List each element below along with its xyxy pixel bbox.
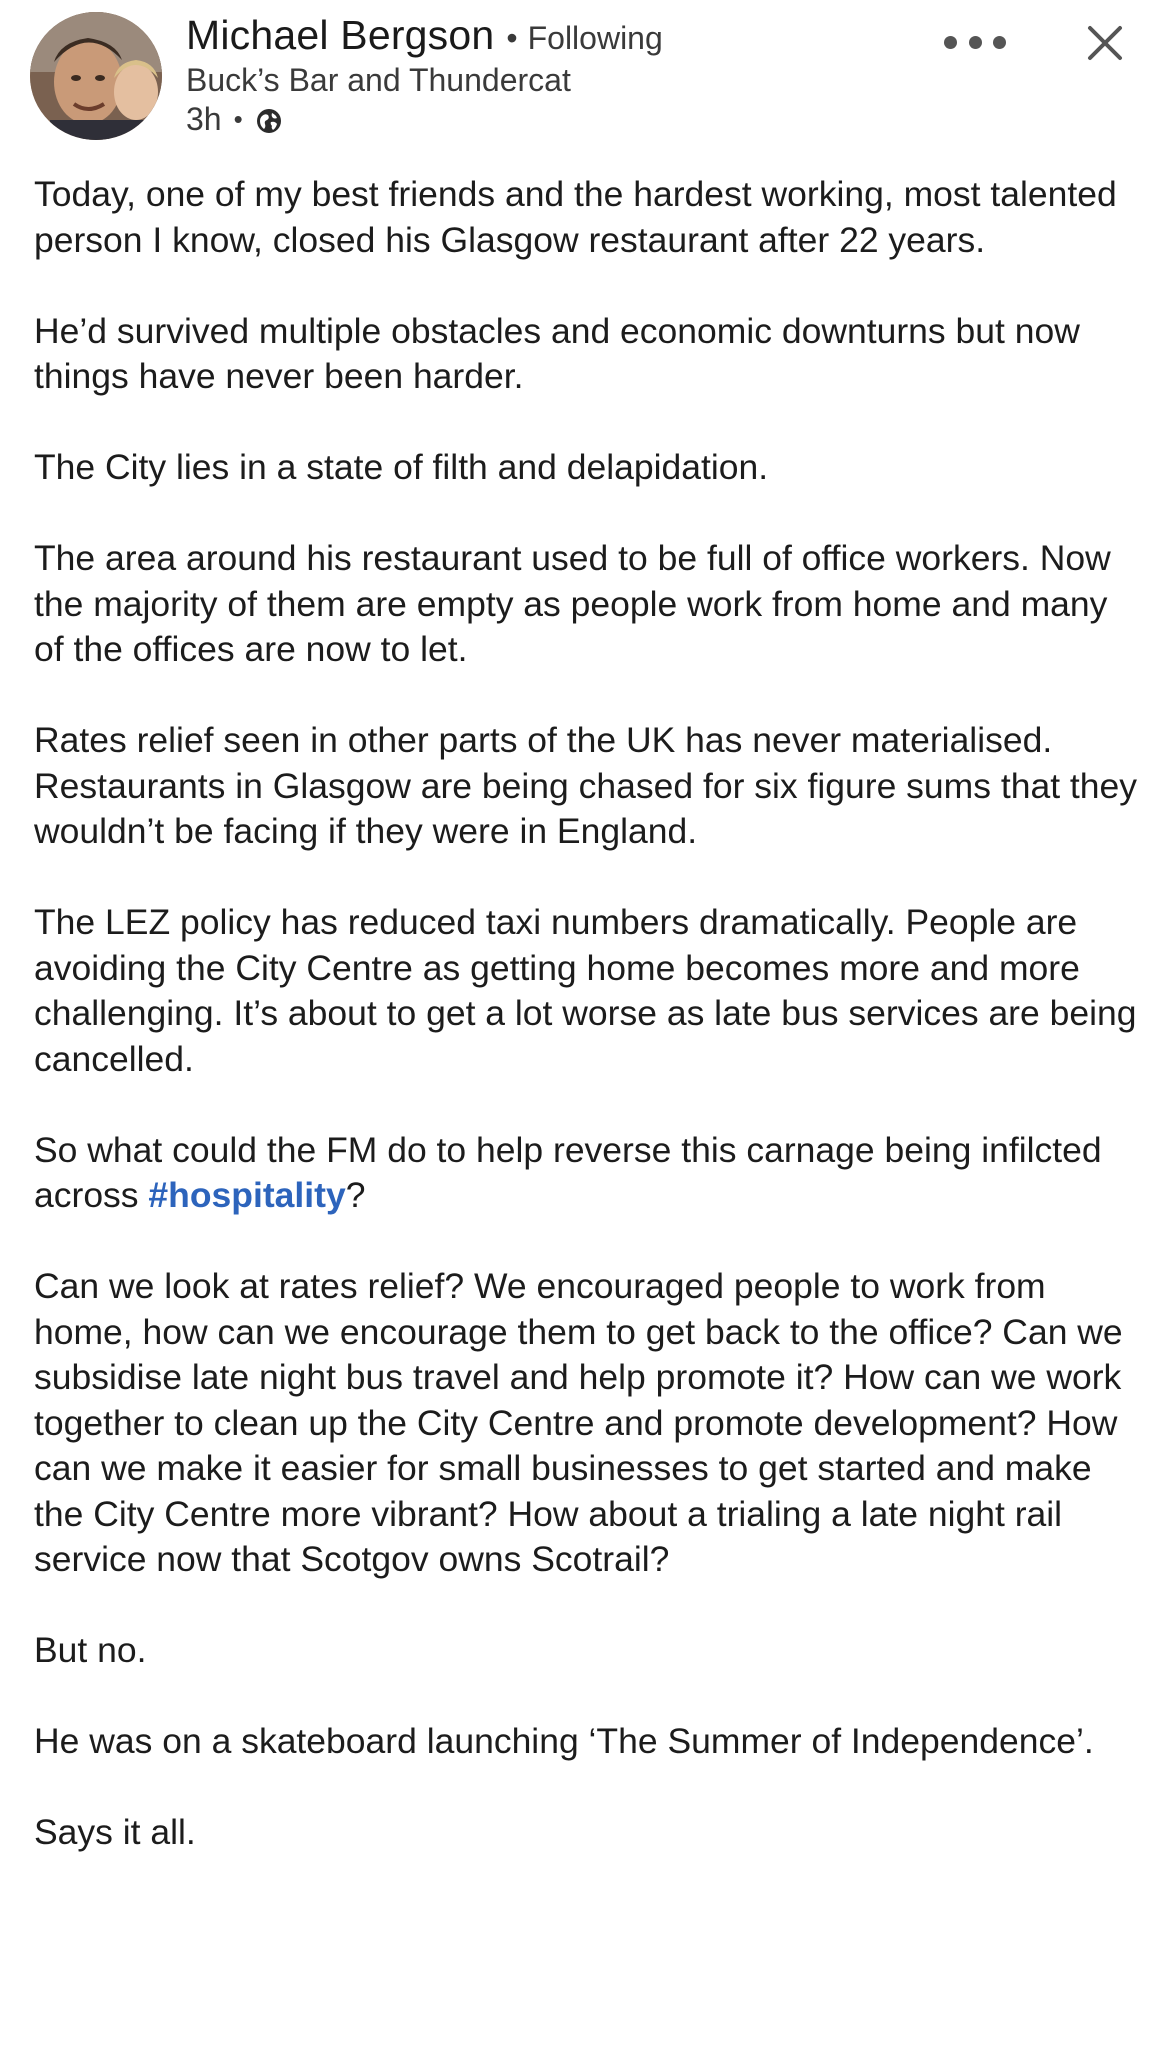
time-separator: •: [233, 104, 243, 134]
more-dot: [993, 36, 1006, 49]
author-name-row: [186, 12, 663, 59]
post-paragraph: Says it all.: [34, 1812, 196, 1852]
post-header: [0, 0, 1168, 150]
author-name[interactable]: Michael Bergson: [186, 12, 495, 58]
post-paragraph: He’d survived multiple obstacles and economic downturns but now things have never been harder.: [34, 310, 1080, 396]
author-headline: Buck’s Bar and Thundercat: [186, 62, 571, 98]
post-paragraph: The LEZ policy has reduced taxi numbers dramatically. People are avoiding the City Centre as getting home becomes more and more challenging. It’s about to get a lot worse as late bus services are being cancelled.: [34, 902, 1137, 1079]
avatar-photo: [30, 12, 162, 140]
post-paragraph: But no.: [34, 1630, 147, 1670]
more-dot: [944, 36, 957, 49]
post-paragraph: He was on a skateboard launching ‘The Summer of Independence’.: [34, 1721, 1094, 1761]
post-meta: [186, 101, 283, 138]
more-dot: [969, 36, 982, 49]
follow-status[interactable]: Following: [527, 20, 663, 56]
close-icon[interactable]: [1082, 20, 1128, 66]
post-paragraph: The area around his restaurant used to be full of office workers. Now the majority of them are empty as people work from home and many of the offices are now to let.: [34, 538, 1111, 669]
avatar[interactable]: [30, 12, 162, 140]
separator-dot: •: [506, 20, 518, 56]
hashtag-link[interactable]: #hospitality: [148, 1175, 346, 1215]
post-time: 3h: [186, 101, 222, 137]
post-paragraph: [34, 1128, 1144, 1219]
post-paragraph: Can we look at rates relief? We encouraged people to work from home, how can we encourage them to get back to the office? Can we subsidise late night bus travel and help promote it? How can we work together to clean up the City Centre and promote development? How can we make it easier for small businesses to get started and make the City Centre more vibrant? How about a trialing a late night rail service now that Scotgov owns Scotrail?: [34, 1266, 1123, 1579]
post-paragraph: The City lies in a state of filth and delapidation.: [34, 447, 769, 487]
post-paragraph: Today, one of my best friends and the hardest working, most talented person I know, closed his Glasgow restaurant after 22 years.: [34, 174, 1117, 260]
more-horizontal-icon[interactable]: [944, 26, 1006, 58]
post-text: ?: [345, 1175, 366, 1215]
post-text: So what could the FM do to help reverse this carnage being infilcted across: [34, 1129, 1102, 1215]
post-body: [34, 172, 1144, 1856]
post-paragraph: Rates relief seen in other parts of the UK has never materialised. Restaurants in Glasgow are being chased for six figure sums that they wouldn’t be facing if they were in England.: [34, 720, 1138, 851]
globe-icon: [255, 106, 283, 134]
